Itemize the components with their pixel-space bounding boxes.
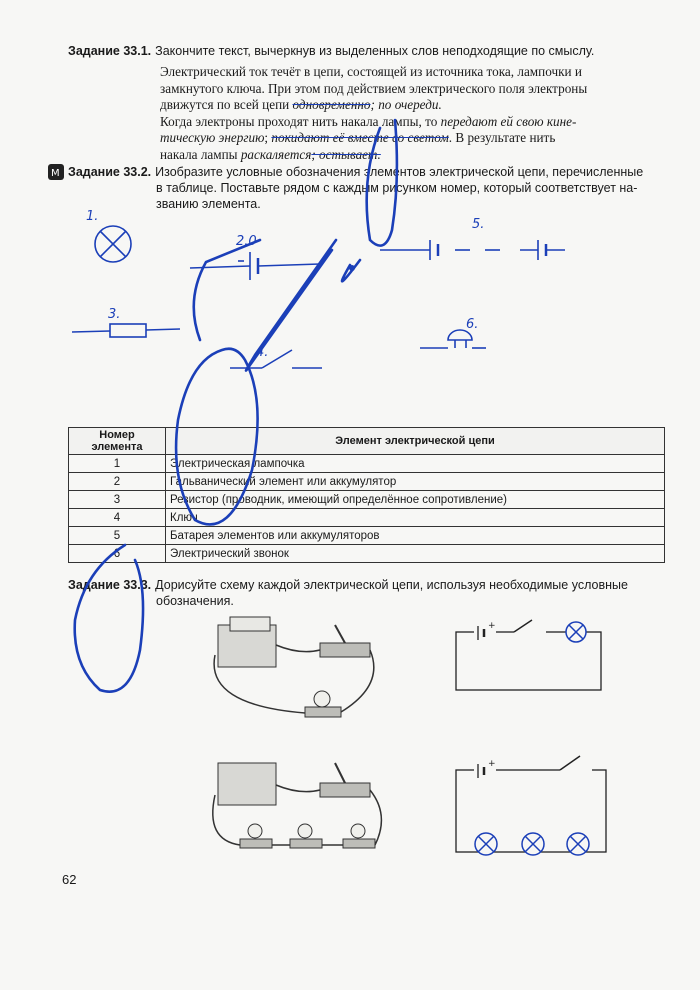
- label-6: 6.: [466, 317, 479, 332]
- task-instruction: Изобразите условные обозначения элементов электрической цепи, перечисленные: [155, 165, 644, 179]
- task-instruction: Закончите текст, вычеркнув из выделенных слов неподходящие по смыслу.: [155, 44, 595, 58]
- header-text: элемента: [91, 441, 143, 453]
- label-5: 5.: [472, 217, 485, 232]
- page-number: 62: [62, 872, 77, 887]
- svg-text:+: +: [488, 621, 496, 631]
- row-number: 2: [69, 473, 166, 491]
- struck-word: одновременно: [292, 97, 371, 112]
- task-instruction: Дорисуйте схему каждой электрической цепи, используя необходимые условные: [155, 578, 628, 592]
- header-text: Номер: [99, 429, 135, 441]
- task-instruction: званию элемента.: [156, 197, 261, 211]
- text-fragment: ;: [264, 130, 272, 145]
- kept-word: раскаляется: [240, 146, 312, 162]
- row-element: Электрический звонок: [166, 545, 665, 563]
- text-fragment: Когда электроны проходят нить накала лампы, то: [160, 113, 441, 129]
- text-fragment: ; по очереди.: [370, 97, 442, 112]
- text-fragment: накала лампы: [160, 146, 241, 162]
- row-element: Ключ: [166, 509, 665, 527]
- row-number: 5: [69, 527, 166, 545]
- header-element: Элемент электрической цепи: [166, 428, 665, 455]
- label-3: 3.: [108, 307, 121, 322]
- kept-phrase: тическую энергию: [160, 130, 265, 145]
- task-instruction: обозначения.: [156, 594, 234, 608]
- label-2: 2.0: [236, 234, 257, 249]
- svg-text:M: M: [51, 168, 60, 179]
- struck-word: ; остывает.: [311, 146, 381, 162]
- row-element: Батарея элементов или аккумуляторов: [166, 527, 665, 545]
- task-title: Задание 33.2.: [68, 165, 152, 179]
- text-line: Электрический ток течёт в цепи, состоящей из источника тока, лампочки и: [160, 64, 582, 79]
- struck-phrase: покидают её вместе со светом: [271, 130, 449, 145]
- task-title: Задание 33.1.: [68, 44, 152, 58]
- label-1: 1.: [86, 209, 99, 224]
- row-number: 6: [69, 545, 166, 563]
- label-4: 4.: [256, 345, 269, 360]
- text-line: замкнутого ключа. При этом под действием электрического поля электроны: [160, 80, 588, 96]
- svg-text:+: +: [488, 759, 496, 769]
- text-fragment: . В результате нить: [448, 130, 556, 145]
- row-number: 4: [69, 509, 166, 527]
- task-title: Задание 33.3.: [68, 578, 152, 592]
- kept-phrase: передают ей свою кине-: [440, 113, 577, 129]
- row-number: 1: [69, 455, 166, 473]
- text-fragment: движутся по всей цепи: [160, 97, 293, 112]
- row-element: Резистор (проводник, имеющий определённое сопротивление): [166, 491, 665, 509]
- row-element: Гальванический элемент или аккумулятор: [166, 473, 665, 491]
- row-number: 3: [69, 491, 166, 509]
- task-instruction: в таблице. Поставьте рядом с каждым рисунком номер, который соответствует на-: [156, 181, 638, 195]
- row-element: Электрическая лампочка: [166, 455, 665, 473]
